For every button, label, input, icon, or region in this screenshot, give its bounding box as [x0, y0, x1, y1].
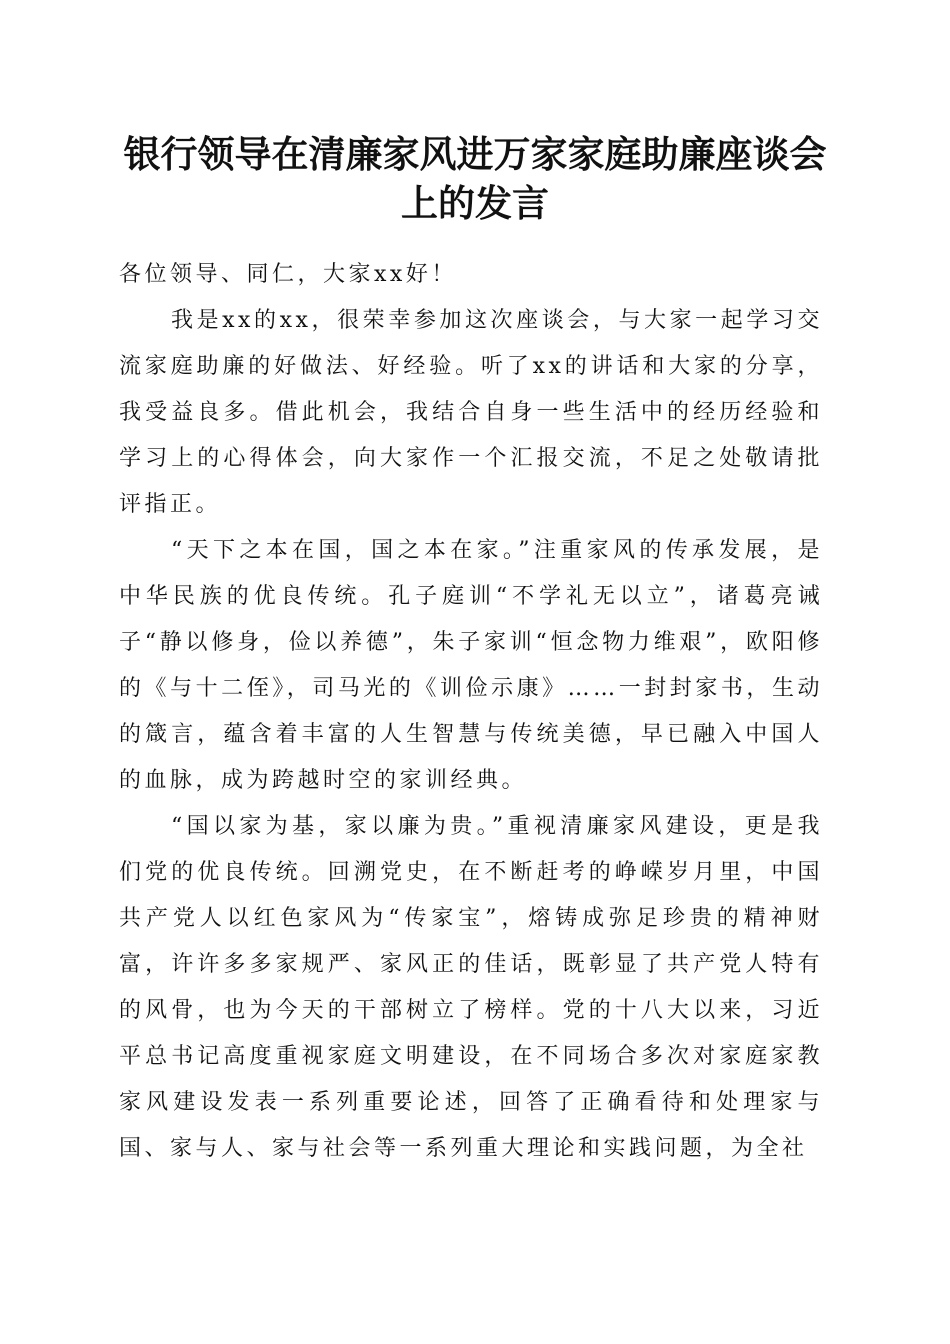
paragraph-2: “天下之本在国，国之本在家。”注重家风的传承发展，是中华民族的优良传统。孔子庭训“不学礼无以立”，诸葛亮诫子“静以修身，俭以养德”，朱子家训“恒念物力维艰”，欧阳修的《与十二侄》，司马光的《训俭示康》……一封封家书，生动的箴言，蕴含着丰富的人生智慧与传统美德，早已融入中国人的血脉，成为跨越时空的家训经典。 — [119, 538, 823, 793]
paragraph-1: 我是xx的xx，很荣幸参加这次座谈会，与大家一起学习交流家庭助廉的好做法、好经验。听了xx的讲话和大家的分享，我受益良多。借此机会，我结合自身一些生活中的经历经验和学习上的心得体会，向大家作一个汇报交流，不足之处敬请批评指正。 — [119, 308, 823, 517]
document-title: 银行领导在清廉家风进万家家庭助廉座谈会上的发言 — [123, 132, 827, 225]
paragraph-3: “国以家为基，家以廉为贵。”重视清廉家风建设，更是我们党的优良传统。回溯党史，在不断赶考的峥嵘岁月里，中国共产党人以红色家风为“传家宝”，熔铸成弥足珍贵的精神财富，许许多多家规严、家风正的佳话，既彰显了共产党人特有的风骨，也为今天的干部树立了榜样。党的十八大以来，习近平总书记高度重视家庭文明建设，在不同场合多次对家庭家教家风建设发表一系列重要论述，回答了正确看待和处理家与国、家与人、家与社会等一系列重大理论和实践问题，为全社 — [119, 814, 823, 1161]
salutation: 各位领导、同仁，大家xx好！ — [119, 262, 457, 287]
document-body — [119, 252, 823, 1172]
